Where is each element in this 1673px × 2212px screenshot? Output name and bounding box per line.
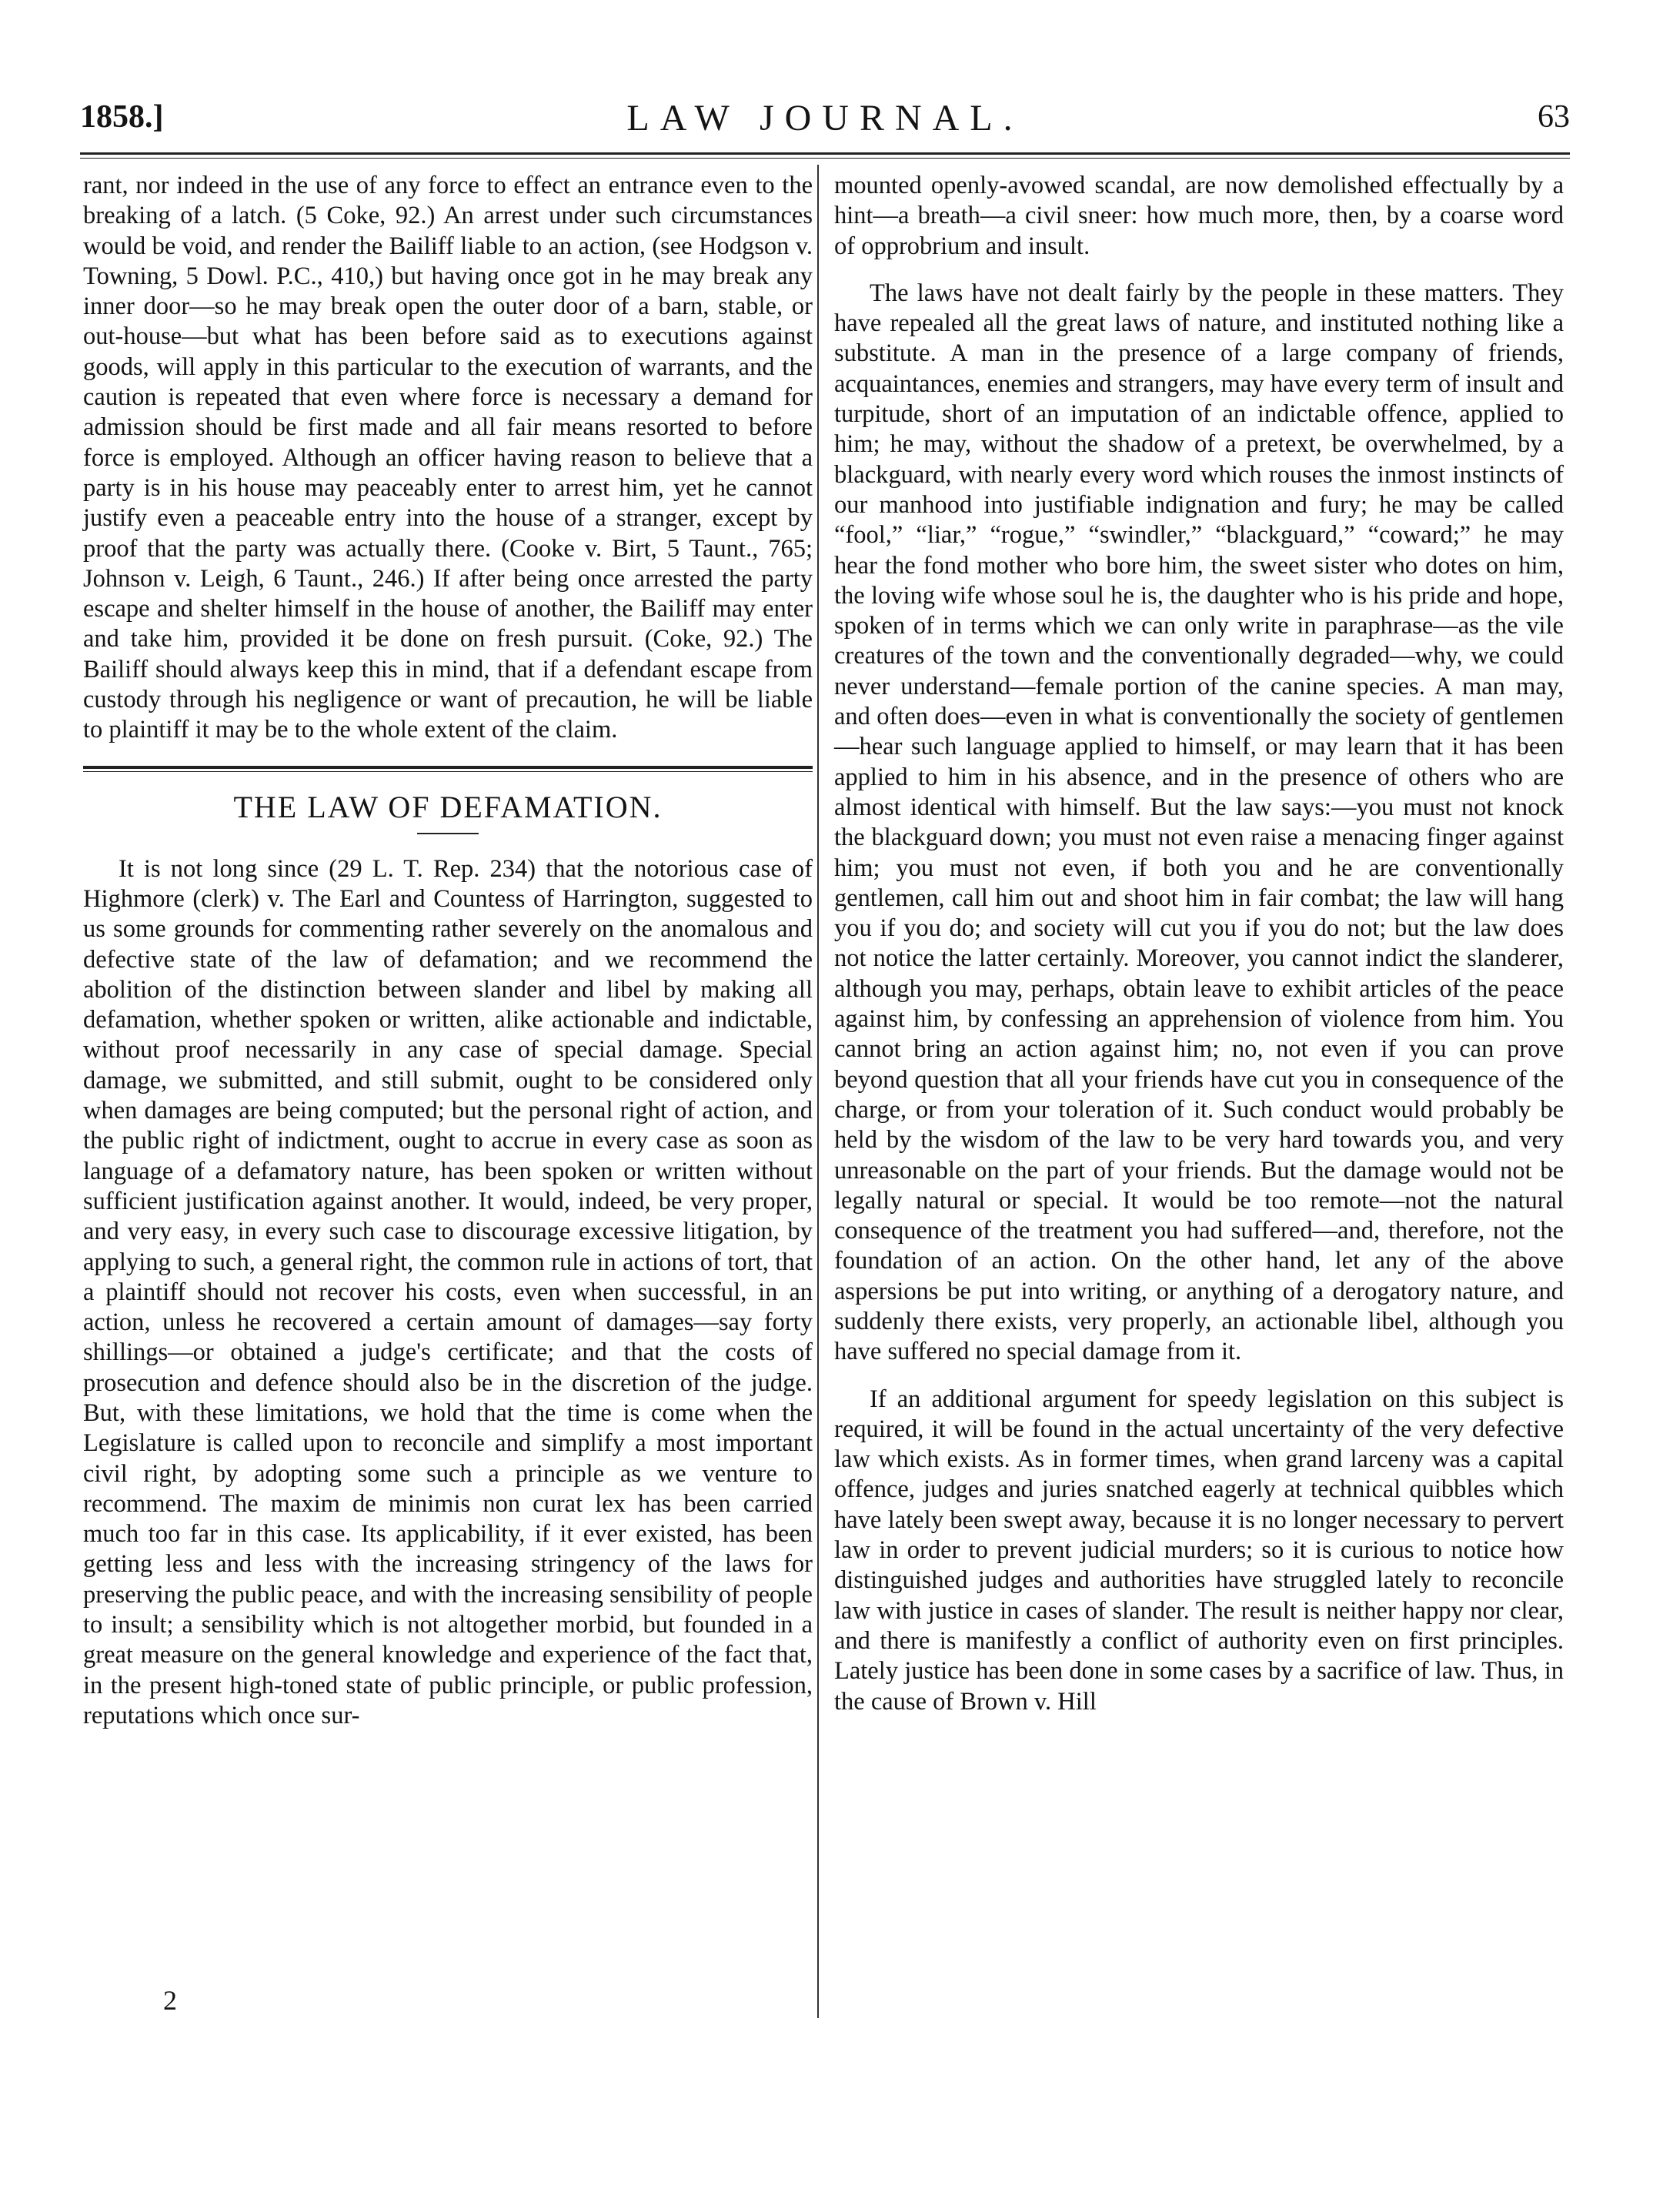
header-rule — [80, 152, 1570, 159]
left-paragraph-continued: rant, nor indeed in the use of any force to effect an entrance even to the breaking of a latch. (5 Coke, 92.) An arrest under such circumstances would be void, and render the Bailiff liable to an action, (see Hodgson v. Towning, 5 Dowl. P.C., 410,) but having once got in he may break any inner door—so he may break open the outer door of a barn, stable, or out-house—but what has been before said as to executions against goods, will apply in this particular to the execution of warrants, and the caution is repeated that even where force is necessary a demand for admission should be first made and all fair means resorted to before force is employed. Although an officer having reason to believe that a party is in his house may peaceably enter to arrest him, yet he cannot justify even a peaceable entry into the house of a stranger, except by proof that the party was actually there. (Cooke v. Birt, 5 Taunt., 765; Johnson v. Leigh, 6 Taunt., 246.) If after being once arrested the party escape and shelter himself in the house of another, the Bailiff may enter and take him, provided it be done on fresh pursuit. (Coke, 92.) The Bailiff should always keep this in mind, that if a defendant escape from custody through his negligence or want of precaution, he will be liable to plaintiff it may be to the whole extent of the claim. — [83, 172, 813, 744]
page-number: 63 — [1538, 99, 1570, 135]
left-column — [83, 171, 813, 1731]
legislation-paragraph: If an additional argument for speedy legislation on this subject is required, it will be found in the actual uncertainty of the very defective law which exists. As in former times, when grand larceny was a capital offence, judges and juries snatched eagerly at technical quibbles which have lately been swept away, because it is no longer necessary to pervert law in order to prevent judicial murders; so it is curious to notice how distinguished judges and authorities have struggled lately to reconcile law with justice in cases of slander. The result is neither happy nor clear, and there is manifestly a conflict of authority even on first principles. Lately justice has been done in some cases by a sacrifice of law. Thus, in the cause of Brown v. Hill — [834, 1385, 1564, 1716]
header-year: 1858.] — [80, 99, 164, 135]
page-header — [80, 97, 1570, 143]
laws-paragraph: The laws have not dealt fairly by the people in these matters. They have repealed all the great laws of nature, and instituted nothing like a substitute. A man in the presence of a large company of friends, acquaintances, enemies and strangers, may have every term of insult and turpitude, short of an imputation of an indictable offence, applied to him; he may, without the shadow of a pretext, be overwhelmed, by a blackguard, with nearly every word which rouses the inmost instincts of our manhood into justifiable indignation and fury; he may be called “fool,” “liar,” “rogue,” “swindler,” “blackguard,” “coward;” he may hear the fond mother who bore him, the sweet sister who dotes on him, the loving wife whose soul he is, the daughter who is his pride and hope, spoken of in terms which we can only write in paraphrase—as the vile creatures of the town and the conventionally degraded—why, we could never understand—female portion of the canine species. A man may, and often does—even in what is conventionally the society of gentlemen—hear such language applied to himself, or may learn that it has been applied to him in his absence, and in the presence of others who are almost identical with himself. But the law says:—you must not knock the blackguard down; you must not even raise a menacing finger against him; you must not even, if both you and he are conventionally gentlemen, call him out and shoot him in fair combat; the law will hang you if you do; and society will cut you if you do not; but the law does not notice the latter certainly. Moreover, you cannot indict the slanderer, although you may, perhaps, obtain leave to exhibit articles of the peace against him, by confessing an apprehension of violence from him. You cannot bring an action against him; no, not even if you can prove beyond question that all your friends have cut you in consequence of the charge, or from your toleration of it. Such conduct would probably be held by the wisdom of the law to be very hard towards you, and very unreasonable on the part of your friends. But the damage would not be legally natural or special. It would be too remote—not the natural consequence of the treatment you had suffered—and, therefore, not the foundation of an action. On the other hand, let any of the above aspersions be put into writing, or anything of a derogatory nature, and suddenly there exists, very properly, an actionable libel, although you have suffered no special damage from it. — [834, 279, 1564, 1366]
right-column — [834, 171, 1564, 1717]
defamation-paragraph: It is not long since (29 L. T. Rep. 234) that the notorious case of Highmore (clerk) v. The Earl and Countess of Harrington, suggested to us some grounds for commenting rather severely on the anomalous and defective state of the law of defamation; and we recommend the abolition of the distinction between slander and libel by making all defamation, whether spoken or written, alike actionable and indictable, without proof necessarily in any case of special damage. Special damage, we submitted, and still submit, ought to be considered only when damages are being computed; but the personal right of action, and the public right of indictment, ought to accrue in every case as soon as language of a defamatory nature, has been spoken or written without sufficient justification against another. It would, indeed, be very proper, and very easy, in every such case to discourage excessive litigation, by applying to such, a general right, the common rule in actions of tort, that a plaintiff should not recover his costs, even when successful, in an action, unless he recovered a certain amount of damages—say forty shillings—or obtained a judge's certificate; and that the costs of prosecution and defence should also be in the discretion of the judge. But, with these limitations, we hold that the time is come when the Legislature is called upon to reconcile and simplify a most important civil right, by adopting some such a principle as we venture to recommend. The maxim de minimis non curat lex has been carried much too far in this case. Its applicability, if it ever existed, has been getting less and less with the increasing stringency of the laws for preserving the public peace, and with the increasing sensibility of people to insult; a sensibility which is not altogether morbid, but founded in a great measure on the general knowledge and experience of the fact that, in the present high-toned state of public principle, or public profession, reputations which once sur- — [83, 854, 813, 1729]
column-divider — [817, 165, 819, 2018]
signature-mark: 2 — [163, 1985, 177, 2016]
right-paragraph-continued: mounted openly-avowed scandal, are now demolished effectually by a hint—a breath—a civil sneer: how much more, then, by a coarse word of opprobrium and insult. — [834, 172, 1564, 260]
title-underline — [417, 833, 479, 834]
journal-title: LAW JOURNAL. — [626, 98, 1024, 139]
section-separator — [83, 766, 813, 772]
section-title: THE LAW OF DEFAMATION. — [233, 789, 663, 824]
